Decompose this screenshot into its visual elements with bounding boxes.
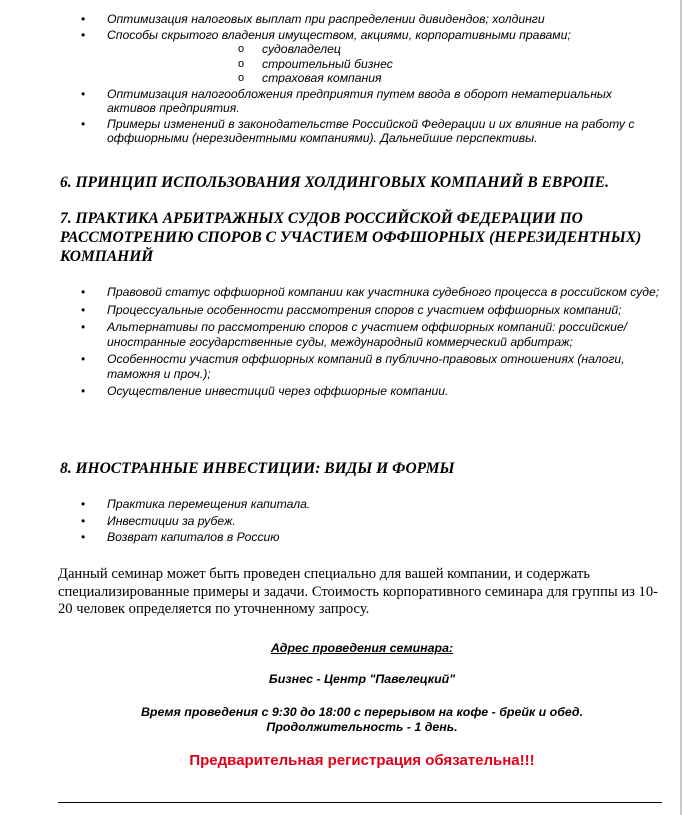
section-7-list	[0, 285, 682, 402]
venue-name: Бизнес - Центр "Павелецкий"	[268, 672, 456, 686]
list-item: • Примеры изменений в законодательстве Российской Федерации и их влияние на работу с оффшорными (нерезидентными компаниями). Дальнейшие перспективы.	[0, 117, 682, 146]
list-item: • Оптимизация налогообложения предприятия путем ввода в оборот нематериальных активов предприятия.	[0, 87, 682, 116]
section-6-heading: 6. ПРИНЦИП ИСПОЛЬЗОВАНИЯ ХОЛДИНГОВЫХ КОМПАНИЙ В ЕВРОПЕ.	[60, 174, 609, 191]
registration-notice: Предварительная регистрация обязательна!!!	[189, 752, 535, 769]
sub-list-item: o судовладелец	[107, 42, 660, 57]
list-item: • Процессуальные особенности рассмотрения споров с участием оффшорных компаний;	[0, 303, 682, 318]
section-7-heading: 7. ПРАКТИКА АРБИТРАЖНЫХ СУДОВ РОССИЙСКОЙ ФЕДЕРАЦИИ ПО РАССМОТРЕНИЮ СПОРОВ С УЧАСТИЕМ ОФФШОРНЫХ (НЕРЕЗИДЕНТНЫХ) КОМПАНИЙ	[60, 210, 642, 265]
sub-list-item: o строительный бизнес	[107, 57, 660, 72]
list-item: • Способы скрытого владения имуществом, акциями, корпоративными правами; o судовладелец o строительный бизнес o страховая компания	[0, 28, 682, 86]
list-item: • Возврат капиталов в Россию	[0, 530, 682, 545]
seminar-time: Время проведения с 9:30 до 18:00 с перерывом на кофе - брейк и обед.	[140, 705, 584, 719]
venue-label: Адрес проведения семинара:	[270, 641, 454, 655]
seminar-duration: Продолжительность - 1 день.	[266, 720, 458, 734]
list-item: • Практика перемещения капитала.	[0, 497, 682, 512]
list-item: • Особенности участия оффшорных компаний в публично-правовых отношениях (налоги, таможня и проч.);	[0, 352, 682, 381]
sub-list	[107, 42, 660, 86]
program-list-top	[0, 12, 682, 147]
list-item: • Правовой статус оффшорной компании как участника судебного процесса в российском суде;	[0, 285, 682, 300]
section-8-list	[0, 497, 682, 547]
list-item: • Альтернативы по рассмотрению споров с участием оффшорных компаний: российские/иностранные государственные суды, международный коммерческий арбитраж;	[0, 320, 682, 349]
bottom-divider	[58, 802, 662, 803]
sub-list-item: o страховая компания	[107, 71, 660, 86]
list-item: • Осуществление инвестиций через оффшорные компании.	[0, 384, 682, 399]
seminar-description: Данный семинар может быть проведен специально для вашей компании, и содержать специализированные примеры и задачи. Стоимость корпоративного семинара для группы из 10-20 человек определяется по уточненному запросу.	[58, 566, 659, 617]
list-item: • Инвестиции за рубеж.	[0, 514, 682, 529]
list-item: • Оптимизация налоговых выплат при распределении дивидендов; холдинги	[0, 12, 682, 27]
section-8-heading: 8. ИНОСТРАННЫЕ ИНВЕСТИЦИИ: ВИДЫ И ФОРМЫ	[60, 460, 455, 477]
